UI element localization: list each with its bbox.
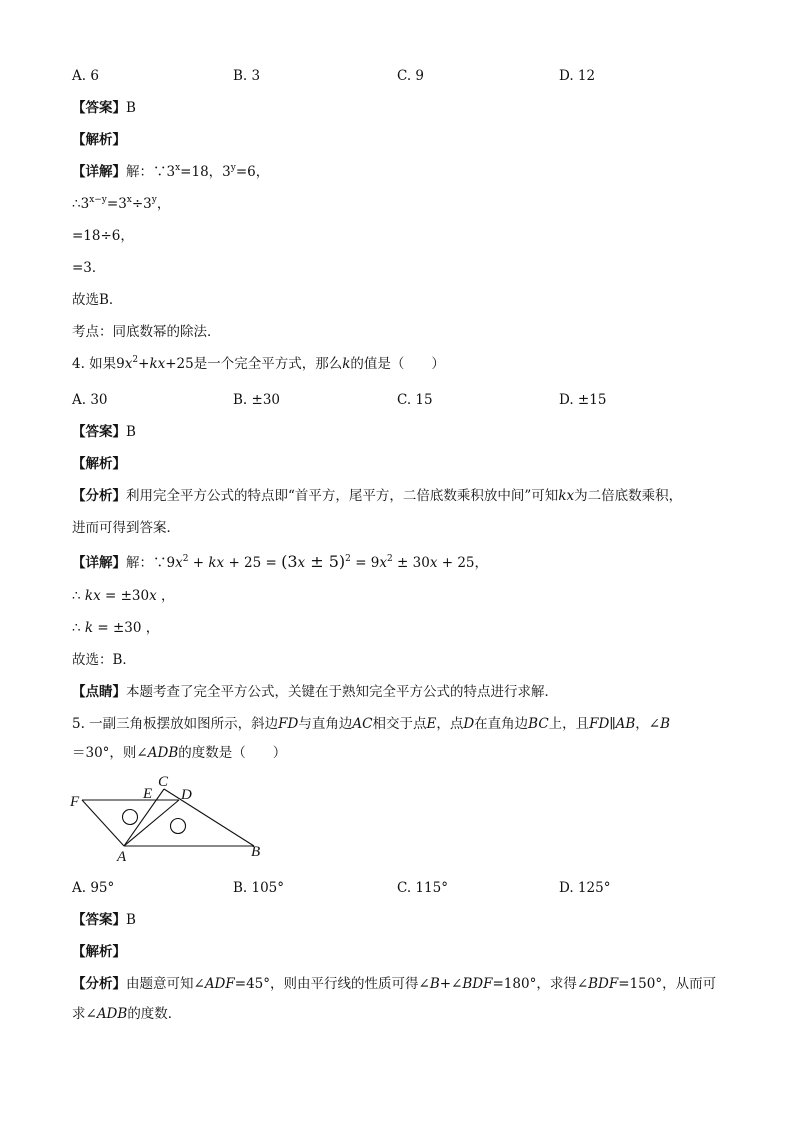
analysis-tag: 【解析】 bbox=[72, 132, 126, 148]
math-paren: ± 5) bbox=[305, 552, 346, 571]
step-text: ∴3 bbox=[72, 196, 90, 212]
q4-option-b: B. ±30 bbox=[233, 392, 280, 408]
stem-text: 5. 一副三角板摆放如图所示，斜边 bbox=[72, 716, 279, 732]
math-var: x bbox=[429, 555, 438, 571]
stem-text: 4. 如果 bbox=[72, 356, 117, 372]
q4-option-d: D. ±15 bbox=[559, 392, 607, 408]
label-a: A bbox=[117, 849, 127, 865]
math-var: ADF bbox=[204, 976, 235, 992]
math-var: B bbox=[660, 716, 671, 732]
math-op: + bbox=[188, 555, 209, 571]
fenxi-text: 为二倍底数乘积， bbox=[574, 488, 683, 504]
step-text: ， bbox=[156, 588, 175, 604]
answer-tag: 【答案】 bbox=[72, 100, 126, 116]
q5-option-b: B. 105° bbox=[233, 880, 285, 896]
answer-tag: 【答案】 bbox=[72, 424, 126, 440]
analysis-tag: 【解析】 bbox=[72, 944, 126, 960]
math-var: AB bbox=[615, 716, 636, 732]
label-d: D bbox=[181, 787, 192, 803]
step-text: ∴ bbox=[72, 620, 85, 636]
q3-analysis bbox=[72, 131, 126, 149]
q4-step1 bbox=[72, 587, 175, 605]
math-term: 9 bbox=[116, 356, 125, 372]
segment-cb bbox=[164, 789, 254, 846]
q5-option-a: A. 95° bbox=[72, 880, 115, 896]
math-var: BDF bbox=[588, 976, 619, 992]
answer-value: B bbox=[126, 424, 136, 440]
math-var: AC bbox=[352, 716, 373, 732]
q4-options bbox=[72, 391, 732, 409]
label-f: F bbox=[70, 794, 80, 810]
q5-fenxi bbox=[72, 975, 716, 993]
q4-fenxi-line2: 进而可得到答案． bbox=[72, 520, 180, 536]
stem-text: 与直角边 bbox=[298, 716, 353, 732]
math-var: k bbox=[84, 620, 94, 636]
triangle-hole-right bbox=[171, 819, 186, 834]
q4-step2 bbox=[72, 619, 159, 637]
q3-detail bbox=[72, 163, 269, 181]
q3-option-a: A. 6 bbox=[72, 68, 99, 84]
detail-tag: 【详解】 bbox=[72, 555, 126, 571]
q3-conclusion: 故选B． bbox=[72, 292, 123, 308]
q3-options bbox=[72, 67, 732, 85]
q3-option-c: C. 9 bbox=[397, 68, 425, 84]
q4-fenxi bbox=[72, 487, 682, 505]
math-var: kx bbox=[84, 588, 101, 604]
exponent: x bbox=[175, 163, 181, 173]
math-paren: (3 bbox=[281, 552, 298, 571]
fenxi-text: =45°，则由平行线的性质可得∠ bbox=[234, 976, 430, 992]
math-op: ± 30 bbox=[392, 555, 430, 571]
fenxi-tag: 【分析】 bbox=[72, 488, 126, 504]
math-var: B bbox=[429, 976, 440, 992]
triangle-hole-left bbox=[123, 810, 138, 825]
fenxi-tag: 【分析】 bbox=[72, 976, 126, 992]
q5-option-c: C. 115° bbox=[397, 880, 448, 896]
stem-text: 的值是（ ） bbox=[350, 356, 445, 372]
q5-option-d: D. 125° bbox=[559, 880, 611, 896]
step-text: ， bbox=[156, 196, 171, 212]
q5-fenxi-line2 bbox=[72, 1005, 181, 1023]
math-var: D bbox=[463, 716, 475, 732]
math-var: k bbox=[342, 356, 351, 372]
math-var: x bbox=[149, 588, 157, 604]
detail-text: 解：∵ bbox=[126, 555, 167, 571]
exponent: y bbox=[230, 163, 236, 173]
math-term: +25 bbox=[165, 356, 194, 372]
stem-text: ，∠ bbox=[635, 716, 661, 732]
label-b: B bbox=[251, 844, 261, 860]
math-op: + 25 = bbox=[224, 555, 282, 571]
step-text: ÷3 bbox=[131, 196, 152, 212]
answer-value: B bbox=[126, 912, 136, 928]
math-var: ADB bbox=[96, 1006, 128, 1022]
q5-stem-line2 bbox=[72, 744, 286, 762]
q4-dianjing bbox=[72, 683, 558, 701]
dianjing-tag: 【点睛】 bbox=[72, 684, 126, 700]
math-op: + 25， bbox=[437, 555, 489, 571]
q5-stem-line1 bbox=[72, 715, 670, 733]
fenxi-text: 求∠ bbox=[72, 1006, 97, 1022]
fenxi-text: =150°，从而可 bbox=[618, 976, 717, 992]
math-var: kx bbox=[558, 488, 575, 504]
math-var: x bbox=[175, 555, 183, 571]
stem-text: 上，且 bbox=[548, 716, 590, 732]
exponent: y bbox=[151, 195, 157, 205]
q4-answer bbox=[72, 423, 136, 441]
answer-tag: 【答案】 bbox=[72, 912, 126, 928]
q4-detail bbox=[72, 553, 488, 572]
exponent: 2 bbox=[132, 355, 139, 365]
detail-tag: 【详解】 bbox=[72, 164, 126, 180]
math-op: ∥ bbox=[609, 716, 616, 732]
math-var: E bbox=[426, 716, 437, 732]
math-var: x bbox=[379, 555, 388, 571]
q3-step2: =18÷6， bbox=[72, 228, 134, 244]
q5-analysis bbox=[72, 943, 126, 961]
segment-fa bbox=[82, 800, 124, 846]
q3-option-b: B. 3 bbox=[233, 68, 261, 84]
math-var: ADB bbox=[147, 745, 179, 761]
step-text: ∴ bbox=[72, 588, 85, 604]
fenxi-text: 利用完全平方公式的特点即“首平方，尾平方，二倍底数乘积放中间”可知 bbox=[126, 488, 559, 504]
step-text: = ±30 ， bbox=[93, 620, 160, 636]
triangle-figure bbox=[68, 770, 268, 865]
math-op: = 9 bbox=[350, 555, 380, 571]
stem-text: 是一个完全平方式，那么 bbox=[193, 356, 343, 372]
q4-option-c: C. 15 bbox=[397, 392, 433, 408]
q3-topic: 考点：同底数幂的除法． bbox=[72, 324, 221, 340]
analysis-tag: 【解析】 bbox=[72, 456, 126, 472]
math-op: + bbox=[138, 356, 150, 372]
math-var: kx bbox=[208, 555, 225, 571]
stem-text: 在直角边 bbox=[474, 716, 529, 732]
q5-answer bbox=[72, 911, 136, 929]
fenxi-text: =180°，求得∠ bbox=[492, 976, 589, 992]
math-var: BC bbox=[528, 716, 549, 732]
q4-stem bbox=[72, 355, 445, 373]
step-text: = ±30 bbox=[100, 588, 150, 604]
label-c: C bbox=[158, 774, 169, 790]
math-var: FD bbox=[589, 716, 610, 732]
exponent: 2 bbox=[387, 554, 393, 564]
exponent: 2 bbox=[182, 554, 189, 564]
exponent: x−y bbox=[89, 195, 107, 205]
detail-text: 解：∵3 bbox=[126, 164, 176, 180]
detail-text: =18，3 bbox=[180, 164, 231, 180]
detail-text: =6， bbox=[235, 164, 270, 180]
math-var: x bbox=[124, 356, 133, 372]
q4-option-a: A. 30 bbox=[72, 392, 108, 408]
math-var: FD bbox=[278, 716, 299, 732]
math-var: x bbox=[297, 555, 306, 571]
stem-text: ＝30°，则∠ bbox=[72, 745, 148, 761]
q3-option-d: D. 12 bbox=[559, 68, 596, 84]
stem-text: ，点 bbox=[436, 716, 464, 732]
fenxi-text: +∠ bbox=[439, 976, 463, 992]
q4-analysis bbox=[72, 455, 126, 473]
math-var: BDF bbox=[462, 976, 493, 992]
math-var: kx bbox=[149, 356, 166, 372]
label-e: E bbox=[143, 786, 153, 802]
q3-step1 bbox=[72, 195, 170, 213]
step-text: =3 bbox=[106, 196, 127, 212]
stem-text: 相交于点 bbox=[372, 716, 427, 732]
q3-step3: =3． bbox=[72, 260, 106, 276]
q5-options bbox=[72, 879, 732, 897]
q4-conclusion: 故选：B． bbox=[72, 652, 136, 668]
exponent: x bbox=[126, 195, 132, 205]
dianjing-text: 本题考查了完全平方公式，关键在于熟知完全平方公式的特点进行求解． bbox=[126, 684, 558, 700]
fenxi-text: 的度数． bbox=[127, 1006, 182, 1022]
math-term: 9 bbox=[166, 555, 176, 571]
exponent: 2 bbox=[345, 554, 351, 564]
q3-answer bbox=[72, 99, 136, 117]
fenxi-text: 由题意可知∠ bbox=[126, 976, 205, 992]
stem-text: 的度数是（ ） bbox=[178, 745, 287, 761]
answer-value: B bbox=[126, 100, 136, 116]
